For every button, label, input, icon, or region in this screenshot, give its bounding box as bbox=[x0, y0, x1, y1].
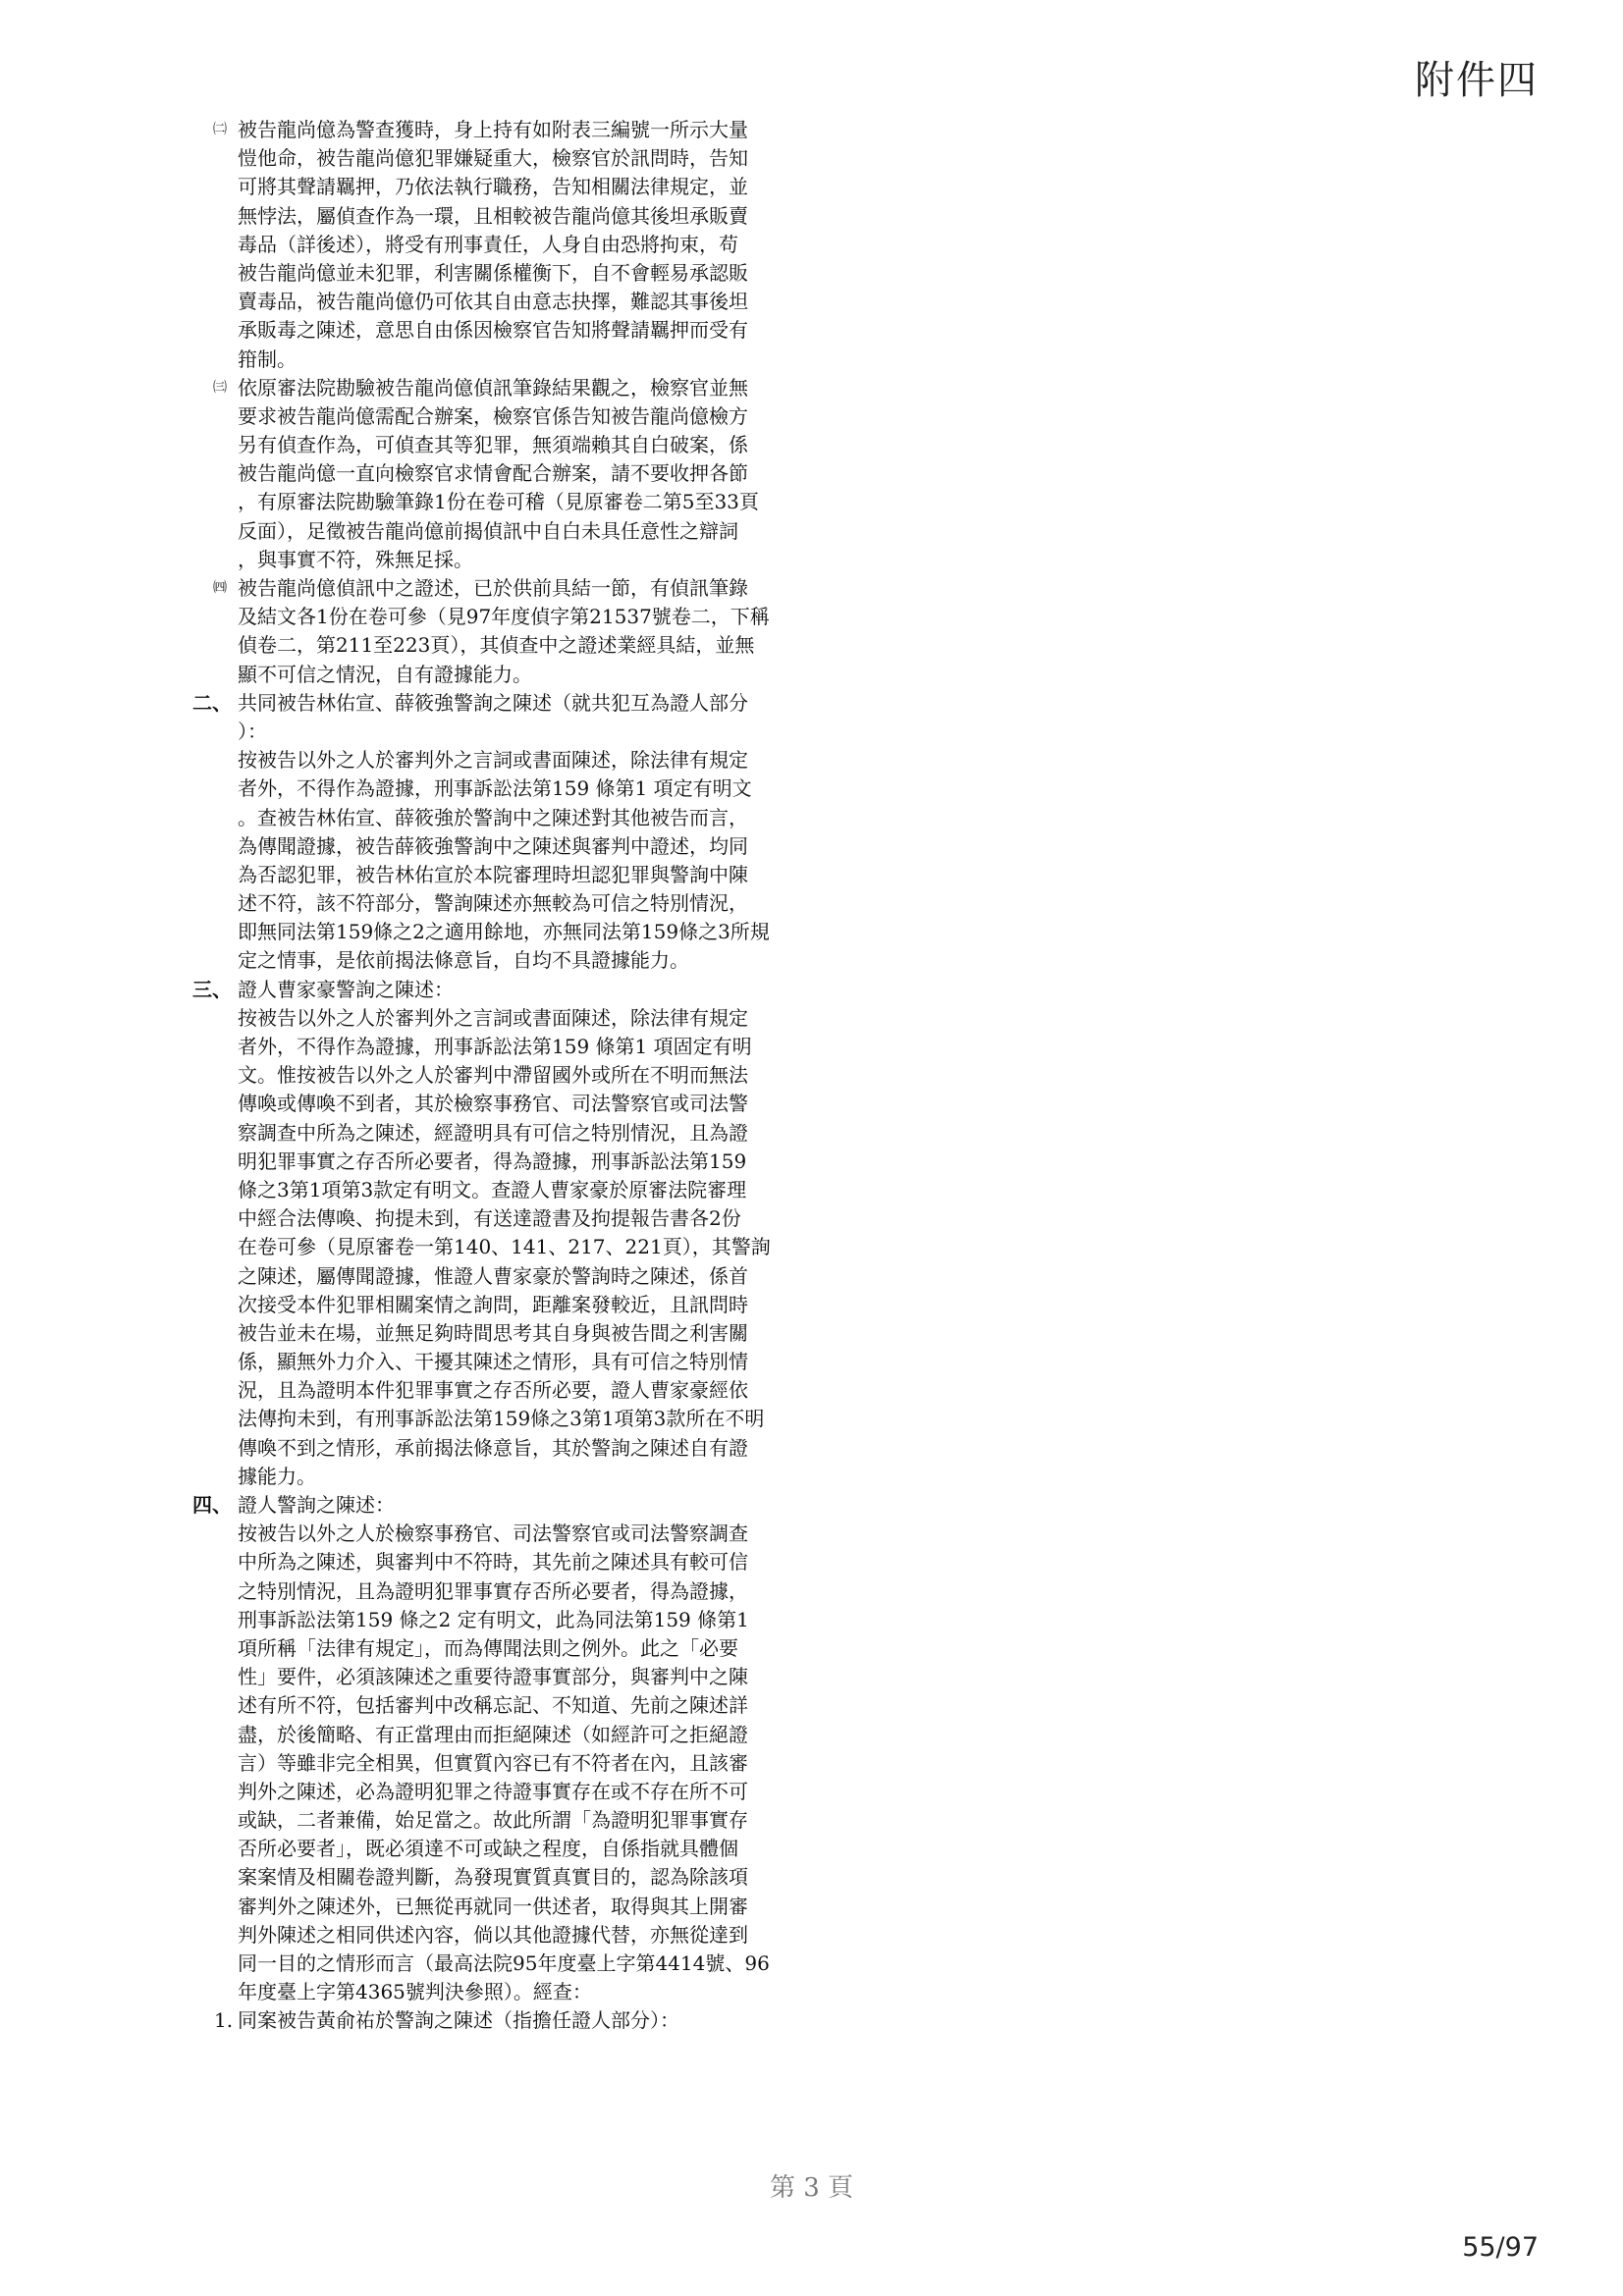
text-line: 依原審法院勘驗被告龍尚億偵訊筆錄結果觀之，檢察官並無 bbox=[238, 375, 748, 400]
text-line: 被告龍尚億為警查獲時，身上持有如附表三編號一所示大量 bbox=[238, 118, 748, 141]
text-line: 被告龍尚億偵訊中之證述，已於供前具結一節，有偵訊筆錄 bbox=[238, 576, 748, 600]
text-line: 刑事訴訟法第159 條之2 定有明文，此為同法第159 條第1 bbox=[238, 1607, 749, 1631]
text-line: ，與事實不符，殊無足採。 bbox=[238, 547, 473, 571]
text-line: 無悖法，屬偵查作為一環，且相較被告龍尚億其後坦承販賣 bbox=[238, 203, 748, 228]
section-marker: 三、 bbox=[192, 977, 232, 1001]
text-line: 同一目的之情形而言（最高法院95年度臺上字第4414號、96 bbox=[238, 1951, 770, 1975]
text-line: 性」要件，必須該陳述之重要待證事實部分，與審判中之陳 bbox=[238, 1665, 748, 1689]
text-line: 判外陳述之相同供述內容，倘以其他證據代替，亦無從達到 bbox=[238, 1922, 748, 1947]
text-line: 法傳拘未到，有刑事訴訟法第159條之3第1項第3款所在不明 bbox=[238, 1407, 765, 1431]
text-line: 為否認犯罪，被告林佑宣於本院審理時坦認犯罪與警詢中陳 bbox=[238, 862, 748, 886]
text-line: 係，顯無外力介入、干擾其陳述之情形，具有可信之特別情 bbox=[238, 1350, 748, 1374]
text-line: 述不符，該不符部分，警詢陳述亦無較為可信之特別情況， bbox=[238, 891, 748, 916]
text-line: 被告龍尚億並未犯罪，利害關係權衡下，自不會輕易承認販 bbox=[238, 260, 748, 285]
section-heading: 證人警詢之陳述： bbox=[238, 1493, 395, 1517]
document-body bbox=[192, 116, 801, 2036]
text-line: 賣毒品，被告龍尚億仍可依其自由意志抉擇，難認其事後坦 bbox=[238, 290, 748, 314]
section-heading-cont: ）： bbox=[238, 719, 267, 743]
text-line: 要求被告龍尚億需配合辦案，檢察官係告知被告龍尚億檢方 bbox=[238, 403, 748, 428]
text-line: 傳喚不到之情形，承前揭法條意旨，其於警詢之陳述自有證 bbox=[238, 1435, 748, 1460]
sheet-number: 55/97 bbox=[1462, 2232, 1539, 2263]
section-2-body bbox=[192, 746, 801, 976]
subitem-marker: ㈣ bbox=[213, 580, 227, 596]
text-line: 按被告以外之人於審判外之言詞或書面陳述，除法律有規定 bbox=[238, 748, 748, 773]
text-line: 項所稱「法律有規定」，而為傳聞法則之例外。此之「必要 bbox=[238, 1635, 738, 1660]
text-line: 察調查中所為之陳述，經證明具有可信之特別情況，且為證 bbox=[238, 1120, 748, 1145]
text-line: 次接受本件犯罪相關案情之詢問，距離案發較近，且訊問時 bbox=[238, 1292, 748, 1316]
text-line: 否所必要者」，既必須達不可或缺之程度，自係指就具體個 bbox=[238, 1837, 738, 1861]
section-marker: 二、 bbox=[192, 690, 232, 715]
page-number: 第 3 頁 bbox=[769, 2173, 854, 2203]
section-3-body bbox=[192, 1004, 801, 1491]
text-line: 中經合法傳喚、拘提未到，有送達證書及拘提報告書各2份 bbox=[238, 1206, 741, 1231]
text-line: 被告龍尚億一直向檢察官求情會配合辦案，請不要收押各節 bbox=[238, 461, 748, 486]
section-heading: 共同被告林佑宣、薛筱強警詢之陳述（就共犯互為證人部分 bbox=[238, 690, 748, 715]
subitem-2 bbox=[192, 116, 801, 374]
text-line: 況，且為證明本件犯罪事實之存否所必要，證人曹家豪經依 bbox=[238, 1378, 748, 1403]
section-marker: 四、 bbox=[192, 1493, 232, 1517]
section-2 bbox=[192, 689, 801, 746]
text-line: 中所為之陳述，與審判中不符時，其先前之陳述具有較可信 bbox=[238, 1550, 748, 1575]
section-3 bbox=[192, 976, 801, 1004]
item-1 bbox=[192, 2006, 801, 2035]
text-line: 另有偵查作為，可偵查其等犯罪，無須端賴其自白破案，係 bbox=[238, 433, 748, 457]
text-line: ，有原審法院勘驗筆錄1份在卷可稽（見原審卷二第5至33頁 bbox=[238, 490, 759, 514]
text-line: 條之3第1項第3款定有明文。查證人曹家豪於原審法院審理 bbox=[238, 1177, 747, 1201]
text-line: 顯不可信之情況，自有證據能力。 bbox=[238, 662, 532, 686]
item-heading: 同案被告黃俞祐於警詢之陳述（指擔任證人部分）： bbox=[238, 2008, 679, 2033]
subitem-3 bbox=[192, 374, 801, 574]
text-line: 據能力。 bbox=[238, 1464, 316, 1488]
subitem-marker: ㈡ bbox=[213, 122, 227, 137]
text-line: 述有所不符，包括審判中改稱忘記、不知道、先前之陳述詳 bbox=[238, 1693, 748, 1718]
text-line: 承販毒之陳述，意思自由係因檢察官告知將聲請羈押而受有 bbox=[238, 318, 748, 343]
text-line: 按被告以外之人於審判外之言詞或書面陳述，除法律有規定 bbox=[238, 1005, 748, 1030]
text-line: 及結文各1份在卷可參（見97年度偵字第21537號卷二，下稱 bbox=[238, 605, 770, 629]
subitem-marker: ㈢ bbox=[213, 379, 227, 396]
text-line: 者外，不得作為證據，刑事訴訟法第159 條第1 項固定有明 bbox=[238, 1035, 752, 1058]
text-line: 即無同法第159條之2之適用餘地，亦無同法第159條之3所規 bbox=[238, 920, 770, 944]
text-line: 之特別情況，且為證明犯罪事實存否所必要者，得為證據， bbox=[238, 1578, 748, 1603]
item-marker: 1. bbox=[214, 2008, 234, 2033]
text-line: 案案情及相關卷證判斷，為發現實質真實目的，認為除該項 bbox=[238, 1865, 748, 1890]
section-4-body bbox=[192, 1520, 801, 2006]
text-line: 判外之陳述，必為證明犯罪之待證事實存在或不存在所不可 bbox=[238, 1779, 748, 1803]
text-line: 為傳聞證據，被告薛筱強警詢中之陳述與審判中證述，均同 bbox=[238, 833, 748, 858]
text-line: 毒品（詳後述），將受有刑事責任，人身自由恐將拘束，苟 bbox=[238, 232, 738, 256]
text-line: 愷他命，被告龍尚億犯罪嫌疑重大，檢察官於訊問時，告知 bbox=[238, 146, 748, 171]
text-line: 被告並未在場，並無足夠時間思考其自身與被告間之利害關 bbox=[238, 1320, 748, 1345]
subitem-4 bbox=[192, 574, 801, 689]
attachment-label: 附件四 bbox=[1415, 58, 1539, 103]
text-line: 言）等雖非完全相異，但實質內容已有不符者在內，且該審 bbox=[238, 1750, 748, 1775]
text-line: 傳喚或傳喚不到者，其於檢察事務官、司法警察官或司法警 bbox=[238, 1092, 748, 1116]
text-line: 按被告以外之人於檢察事務官、司法警察官或司法警察調查 bbox=[238, 1522, 748, 1546]
text-line: 之陳述，屬傳聞證據，惟證人曹家豪於警詢時之陳述，係首 bbox=[238, 1263, 748, 1288]
text-line: 明犯罪事實之存否所必要者，得為證據，刑事訴訟法第159 bbox=[238, 1148, 747, 1173]
text-line: 反面），足徵被告龍尚億前揭偵訊中自白未具任意性之辯詞 bbox=[238, 518, 738, 543]
text-line: 在卷可參（見原審卷一第140、141、217、221頁），其警詢 bbox=[238, 1235, 771, 1259]
text-line: 可將其聲請羈押，乃依法執行職務，告知相關法律規定，並 bbox=[238, 175, 748, 199]
text-line: 或缺，二者兼備，始足當之。故此所謂「為證明犯罪事實存 bbox=[238, 1808, 748, 1833]
text-line: 審判外之陳述外，已無從再就同一供述者，取得與其上開審 bbox=[238, 1894, 748, 1918]
text-line: 盡，於後簡略、有正當理由而拒絕陳述（如經許可之拒絕證 bbox=[238, 1722, 748, 1746]
text-line: 者外，不得作為證據，刑事訴訟法第159 條第1 項定有明文 bbox=[238, 776, 752, 801]
text-line: 文。惟按被告以外之人於審判中滯留國外或所在不明而無法 bbox=[238, 1063, 748, 1088]
text-line: 。查被告林佑宣、薛筱強於警詢中之陳述對其他被告而言， bbox=[238, 805, 748, 829]
text-line: 年度臺上字第4365號判決參照）。經查： bbox=[238, 1980, 592, 2004]
section-4 bbox=[192, 1491, 801, 1520]
text-line: 偵卷二，第211至223頁），其偵查中之證述業經具結，並無 bbox=[238, 633, 755, 658]
section-heading: 證人曹家豪警詢之陳述： bbox=[238, 977, 454, 1001]
text-line: 箝制。 bbox=[238, 347, 297, 371]
text-line: 定之情事，是依前揭法條意旨，自均不具證據能力。 bbox=[238, 948, 689, 973]
